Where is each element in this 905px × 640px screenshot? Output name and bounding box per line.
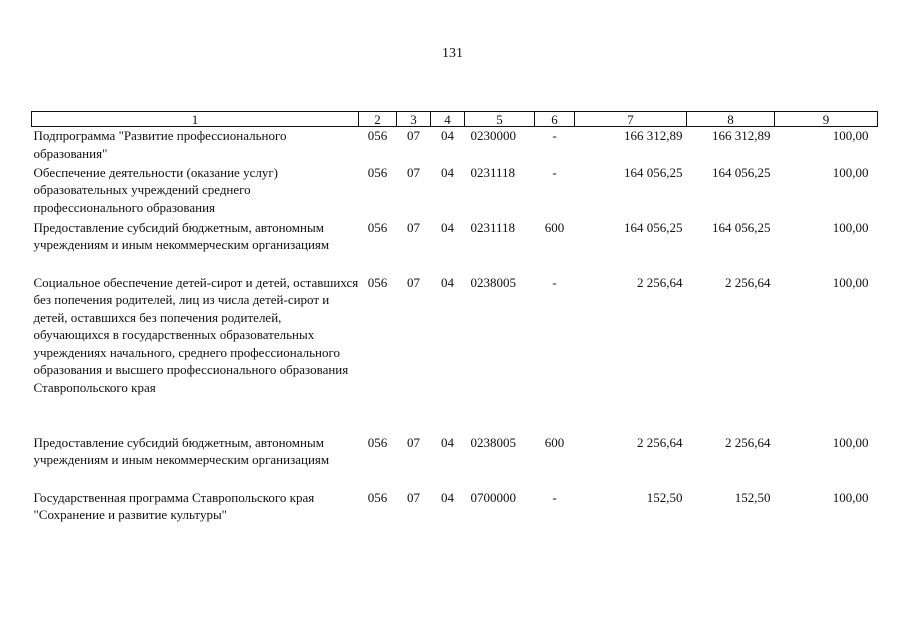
row-value-9: 100,00 [832,434,869,450]
row-value-7: 164 056,25 [624,164,683,180]
row-code-2: 056 [367,489,388,505]
row-code-3: 07 [407,164,420,180]
row-code-6: - [552,128,557,143]
row-name: Обеспечение деятельности (оказание услуг) образовательных учреждений среднего профессионального образования [33,164,278,215]
header-col-5: 5 [465,112,535,127]
row-value-8: 2 256,64 [725,274,771,290]
header-row [32,112,878,127]
row-value-8: 152,50 [734,489,771,505]
row-value-9: 100,00 [832,128,869,143]
row-value-9: 100,00 [832,219,869,235]
row-name: Предоставление субсидий бюджетным, автономным учреждениям и иным некоммерческим организациям [33,219,330,252]
row-value-7: 152,50 [646,489,683,505]
row-code-3: 07 [407,274,420,290]
row-code-2: 056 [367,164,388,180]
row-code-3: 07 [407,128,420,143]
header-col-8: 8 [687,112,775,127]
row-name: Государственная программа Ставропольского края "Сохранение и развитие культуры" [33,489,315,522]
budget-table [31,111,878,526]
row-code-5: 0238005 [470,274,516,290]
table-row [32,274,878,416]
row-code-5: 0238005 [470,434,516,450]
row-code-4: 04 [441,128,454,143]
row-value-9: 100,00 [832,274,869,290]
row-code-4: 04 [441,489,454,505]
header-col-9: 9 [775,112,878,127]
header-col-7: 7 [575,112,687,127]
row-code-6: - [552,489,557,505]
table-row [32,434,878,489]
row-name: Подпрограмма "Развитие профессионального образования" [33,128,287,161]
header-col-2: 2 [359,112,397,127]
row-value-8: 164 056,25 [712,164,771,180]
row-value-7: 166 312,89 [624,128,683,143]
row-code-3: 07 [407,434,420,450]
row-code-6: - [552,164,557,180]
spacer-cell [32,416,878,434]
row-value-7: 2 256,64 [637,434,683,450]
row-code-4: 04 [441,164,454,180]
row-code-6: 600 [544,219,565,235]
header-col-1: 1 [32,112,359,127]
row-code-3: 07 [407,489,420,505]
page-number: 131 [442,46,463,61]
row-code-3: 07 [407,219,420,235]
row-code-6: - [552,274,557,290]
table-row [32,164,878,219]
row-code-4: 04 [441,219,454,235]
row-value-9: 100,00 [832,164,869,180]
row-value-8: 166 312,89 [712,128,771,143]
row-name: Предоставление субсидий бюджетным, автономным учреждениям и иным некоммерческим организациям [33,434,330,467]
row-code-2: 056 [367,434,388,450]
row-code-5: 0231118 [470,164,516,180]
row-code-4: 04 [441,434,454,450]
header-col-6: 6 [535,112,575,127]
table-row [32,219,878,274]
row-code-2: 056 [367,128,388,143]
row-code-4: 04 [441,274,454,290]
row-value-7: 2 256,64 [637,274,683,290]
row-code-5: 0700000 [470,489,516,505]
spacer-row [32,416,878,434]
table-row [32,127,878,164]
row-code-2: 056 [367,274,388,290]
row-value-9: 100,00 [832,489,869,505]
header-col-4: 4 [431,112,465,127]
header-col-3: 3 [397,112,431,127]
row-code-5: 0231118 [470,219,516,235]
row-value-8: 164 056,25 [712,219,771,235]
row-name: Социальное обеспечение детей-сирот и детей, оставшихся без попечения родителей, лиц из числа детей-сирот и детей, оставшихся без попечения родителей, обучающихся в государственных образовательных учреждениях начального, среднего профессионального образования и высшего профессионального образования Ставропольского края [33,274,359,395]
row-value-8: 2 256,64 [725,434,771,450]
table-row [32,489,878,526]
row-code-6: 600 [544,434,565,450]
row-code-2: 056 [367,219,388,235]
row-code-5: 0230000 [470,128,516,143]
row-value-7: 164 056,25 [624,219,683,235]
